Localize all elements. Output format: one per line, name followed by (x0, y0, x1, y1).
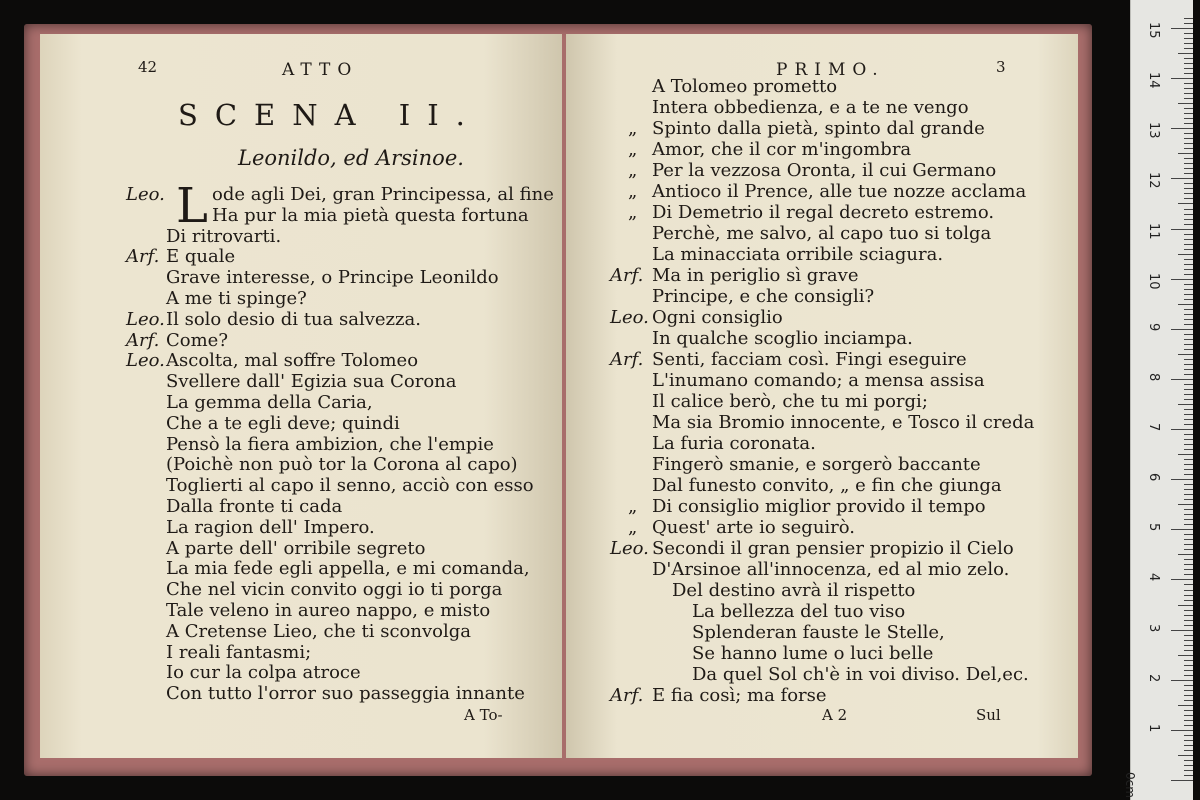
signature-mark: A 2 (822, 706, 848, 724)
verse-line: Ascolta, mal soffre Tolomeo (166, 350, 419, 372)
ruler-tick (1184, 640, 1193, 641)
ruler-tick (1184, 158, 1193, 159)
verse-line: La furia coronata. (652, 433, 816, 454)
ruler-tick (1184, 534, 1193, 535)
ruler-tick (1178, 304, 1193, 305)
ruler-tick (1178, 254, 1193, 255)
ruler-tick (1184, 740, 1193, 741)
verse-line: Come? (166, 329, 228, 351)
ruler-tick (1184, 720, 1193, 721)
ruler-tick (1171, 529, 1193, 530)
ruler-tick (1184, 284, 1193, 285)
verse-line: La gemma della Caria, (166, 392, 373, 413)
ruler-tick (1171, 178, 1193, 179)
ruler-tick (1184, 289, 1193, 290)
ruler-tick (1184, 499, 1193, 500)
ruler-number: 7 (1146, 423, 1161, 432)
verse-line: E fia così; ma forse (652, 685, 827, 706)
ruler-tick (1184, 539, 1193, 540)
ruler-tick (1184, 163, 1193, 164)
speaker-label: Arf. (126, 246, 160, 268)
verse-line: In qualche scoglio inciampa. (652, 328, 913, 349)
ruler-tick (1171, 429, 1193, 430)
ruler-tick (1184, 274, 1193, 275)
verse-line: Toglierti al capo il senno, acciò con esso (166, 475, 534, 497)
verse-line: Ha pur la mia pietà questa fortuna (212, 204, 529, 226)
ruler-tick (1184, 148, 1193, 149)
ruler-tick (1184, 620, 1193, 621)
speaker-label: Leo. (126, 184, 165, 205)
ruler-tick (1184, 239, 1193, 240)
ruler-tick (1184, 449, 1193, 450)
verse-line: Che nel vicin convito oggi io ti porga (166, 579, 503, 601)
ruler-tick (1171, 730, 1193, 731)
ruler-tick (1184, 610, 1193, 611)
drop-cap: L (176, 178, 208, 234)
ruler-tick (1184, 334, 1193, 335)
quotation-mark: „ (628, 118, 636, 139)
ruler-tick (1184, 48, 1193, 49)
ruler-tick (1184, 544, 1193, 545)
ruler-tick (1184, 574, 1193, 575)
ruler-tick (1184, 469, 1193, 470)
quotation-mark: „ (628, 181, 636, 202)
speaker-label: Arf. (610, 265, 644, 286)
speaker-label: Leo. (610, 538, 649, 559)
running-head-left: ATTO (282, 60, 359, 80)
ruler-tick (1184, 524, 1193, 525)
verse-line: Che a te egli deve; quindi (166, 412, 400, 434)
ruler-tick (1184, 760, 1193, 761)
verse-line: A Cretense Lieo, che ti sconvolga (166, 620, 472, 642)
verse-line: Da quel Sol ch'è in voi diviso. Del,ec. (692, 664, 1029, 685)
ruler-tick (1184, 564, 1193, 565)
ruler-tick (1184, 198, 1193, 199)
ruler-tick (1184, 93, 1193, 94)
ruler-tick (1184, 645, 1193, 646)
ruler-tick (1184, 489, 1193, 490)
ruler-tick (1184, 615, 1193, 616)
ruler-tick (1184, 264, 1193, 265)
verse-line: Di Demetrio il regal decreto estremo. (652, 202, 995, 223)
ruler-tick (1171, 479, 1193, 480)
verse-line: Perchè, me salvo, al capo tuo si tolga (652, 223, 992, 244)
verse-line: Quest' arte io seguirò. (652, 517, 856, 538)
quotation-mark: „ (628, 202, 636, 223)
ruler-tick (1184, 600, 1193, 601)
ruler-tick (1184, 374, 1193, 375)
verse-line: Io cur la colpa atroce (166, 662, 361, 684)
ruler-number: 3 (1146, 623, 1161, 632)
ruler-tick (1184, 590, 1193, 591)
ruler-tick (1184, 324, 1193, 325)
ruler-tick (1184, 364, 1193, 365)
left-page (40, 34, 562, 758)
ruler-tick (1184, 715, 1193, 716)
ruler-tick (1184, 509, 1193, 510)
ruler-tick (1184, 98, 1193, 99)
ruler-tick (1184, 519, 1193, 520)
ruler-tick (1178, 354, 1193, 355)
speaker-label: Arf. (610, 685, 644, 706)
ruler-number: 10 (1146, 272, 1161, 290)
ruler-tick (1184, 43, 1193, 44)
verse-line: (Poichè non può tor la Corona al capo) (166, 454, 518, 476)
ruler-tick (1184, 118, 1193, 119)
ruler-number: 13 (1146, 122, 1161, 139)
ruler-tick (1171, 78, 1193, 79)
ruler-number: 14 (1146, 72, 1161, 89)
ruler-tick (1184, 359, 1193, 360)
verse-line: Il solo desio di tua salvezza. (166, 308, 421, 330)
ruler-tick (1171, 680, 1193, 681)
speaker-label: Leo. (126, 308, 165, 330)
ruler-tick (1178, 103, 1193, 104)
ruler-tick (1184, 68, 1193, 69)
ruler-tick (1184, 249, 1193, 250)
ruler-tick (1184, 635, 1193, 636)
catchword-right: Sul (976, 706, 1001, 724)
ruler-tick (1184, 88, 1193, 89)
verse-line: Spinto dalla pietà, spinto dal grande (652, 118, 985, 139)
speaker-label: Leo. (126, 350, 165, 372)
verse-line: Il calice berò, che tu mi porgi; (652, 391, 928, 412)
ruler-tick (1184, 459, 1193, 460)
verse-line: Dalla fronte ti cada (166, 496, 343, 517)
verse-line: E quale (166, 246, 236, 268)
ruler-number: 9 (1146, 322, 1161, 332)
ruler-tick (1171, 630, 1193, 631)
ruler-tick (1184, 133, 1193, 134)
ruler-tick (1184, 58, 1193, 59)
ruler-number: 8 (1146, 372, 1161, 382)
ruler-tick (1178, 605, 1193, 606)
ruler-tick (1184, 559, 1193, 560)
page-number-right: 3 (996, 58, 1006, 76)
ruler-tick (1184, 660, 1193, 661)
verse-line: Secondi il gran pensier propizio il Cielo (652, 538, 1014, 559)
ruler-tick (1184, 735, 1193, 736)
ruler-tick (1184, 745, 1193, 746)
ruler-tick (1184, 494, 1193, 495)
ruler-tick (1171, 329, 1193, 330)
ruler-tick (1184, 173, 1193, 174)
ruler-number: 5 (1146, 523, 1161, 532)
ruler-tick (1171, 279, 1193, 280)
ruler-tick (1171, 229, 1193, 230)
verse-line: Ma sia Bromio innocente, e Tosco il creda (652, 412, 1035, 433)
ruler-tick (1178, 655, 1193, 656)
verse-line: I reali fantasmi; (166, 641, 312, 663)
ruler-tick (1178, 755, 1193, 756)
ruler-tick (1171, 28, 1193, 29)
ruler-tick (1184, 464, 1193, 465)
ruler-tick (1184, 193, 1193, 194)
verse-line: D'Arsinoe all'innocenza, ed al mio zelo. (652, 559, 1010, 580)
catchword-left: A To- (464, 706, 503, 724)
right-page (566, 34, 1078, 758)
speaker-label: Arf. (610, 349, 644, 370)
measuring-ruler (1123, 0, 1193, 800)
quotation-mark: „ (628, 517, 636, 538)
ruler-number: 4 (1146, 573, 1161, 582)
verse-line: Ogni consiglio (652, 307, 783, 328)
ruler-tick (1184, 384, 1193, 385)
ruler-tick (1184, 765, 1193, 766)
ruler-tick (1184, 595, 1193, 596)
ruler-tick (1184, 244, 1193, 245)
quotation-mark: „ (628, 160, 636, 181)
speaker-label: Arf. (126, 329, 160, 351)
page-number-left: 42 (138, 58, 158, 76)
speaker-label: Leo. (610, 307, 649, 328)
characters-line: Leonildo, ed Arsinoe. (238, 146, 464, 170)
verse-line: Fingerò smanie, e sorgerò baccante (652, 454, 981, 475)
ruler-tick (1184, 168, 1193, 169)
ruler-number: 6 (1146, 473, 1161, 482)
running-head-right: PRIMO. (776, 60, 885, 80)
ruler-tick (1184, 38, 1193, 39)
ruler-tick (1184, 625, 1193, 626)
verse-line: La minacciata orribile sciagura. (652, 244, 944, 265)
ruler-tick (1184, 399, 1193, 400)
ruler-tick (1184, 73, 1193, 74)
ruler-tick (1184, 685, 1193, 686)
verse-line: Svellere dall' Egizia sua Corona (166, 371, 457, 393)
ruler-tick (1184, 234, 1193, 235)
verse-line: La mia fede egli appella, e mi comanda, (166, 558, 530, 580)
ruler-tick (1184, 319, 1193, 320)
ruler-number: 12 (1146, 172, 1161, 189)
ruler-tick (1184, 389, 1193, 390)
verse-line: Tale veleno in aureo nappo, e misto (166, 600, 491, 621)
ruler-tick (1184, 143, 1193, 144)
ruler-tick (1184, 775, 1193, 776)
ruler-tick (1178, 554, 1193, 555)
ruler-tick (1184, 339, 1193, 340)
ruler-tick (1178, 454, 1193, 455)
ruler-tick (1184, 294, 1193, 295)
ruler-tick (1184, 314, 1193, 315)
ruler-tick (1184, 584, 1193, 585)
ruler-tick (1184, 710, 1193, 711)
ruler-tick (1184, 434, 1193, 435)
ruler-tick (1184, 33, 1193, 34)
ruler-tick (1184, 424, 1193, 425)
ruler-tick (1184, 224, 1193, 225)
ruler-tick (1184, 670, 1193, 671)
ruler-tick (1184, 23, 1193, 24)
ruler-tick (1184, 108, 1193, 109)
ruler-tick (1184, 394, 1193, 395)
ruler-tick (1184, 214, 1193, 215)
ruler-tick (1184, 650, 1193, 651)
ruler-tick (1171, 579, 1193, 580)
ruler-tick (1184, 123, 1193, 124)
ruler-number: 11 (1146, 222, 1161, 240)
ruler-tick (1184, 514, 1193, 515)
ruler-number: 2 (1146, 673, 1161, 683)
ruler-tick (1184, 414, 1193, 415)
ruler-tick (1184, 209, 1193, 210)
ruler-tick (1184, 770, 1193, 771)
ruler-tick (1184, 219, 1193, 220)
verse-line: Dal funesto convito, „ e fin che giunga (652, 475, 1002, 496)
ruler-tick (1178, 153, 1193, 154)
verse-line: A Tolomeo prometto (652, 76, 838, 97)
ruler-tick (1184, 484, 1193, 485)
quotation-mark: „ (628, 496, 636, 517)
ruler-tick (1184, 183, 1193, 184)
ruler-tick (1184, 474, 1193, 475)
verse-line: Con tutto l'orror suo passeggia innante (166, 683, 525, 705)
verse-line: Di consiglio miglior provido il tempo (652, 496, 986, 517)
ruler-tick (1184, 349, 1193, 350)
ruler-tick (1184, 665, 1193, 666)
ruler-tick (1184, 419, 1193, 420)
ruler-tick (1184, 690, 1193, 691)
ruler-tick (1184, 549, 1193, 550)
verse-line: Principe, e che consigli? (652, 286, 875, 307)
ruler-tick (1184, 569, 1193, 570)
ruler-tick (1184, 700, 1193, 701)
ruler-tick (1178, 203, 1193, 204)
verse-line: Antioco il Prence, alle tue nozze acclama (652, 181, 1027, 202)
scene-title: SCENA II. (178, 98, 482, 132)
verse-line: A me ti spinge? (166, 288, 307, 309)
verse-line: Splenderan fauste le Stelle, (692, 622, 945, 643)
verse-line: Se hanno lume o luci belle (692, 643, 934, 664)
ruler-tick (1184, 444, 1193, 445)
ruler-number: 1 (1146, 723, 1161, 733)
ruler-tick (1171, 379, 1193, 380)
ruler-tick (1184, 309, 1193, 310)
verse-line: Del destino avrà il rispetto (672, 580, 916, 601)
ruler-unit: 0cm (1123, 772, 1137, 798)
ruler-tick (1178, 53, 1193, 54)
verse-line: Per la vezzosa Oronta, il cui Germano (652, 160, 997, 181)
ruler-number: 15 (1146, 22, 1161, 39)
ruler-tick (1184, 113, 1193, 114)
ruler-tick (1178, 705, 1193, 706)
ruler-tick (1184, 750, 1193, 751)
ruler-tick (1184, 188, 1193, 189)
ruler-tick (1184, 675, 1193, 676)
ruler-tick (1184, 725, 1193, 726)
verse-line: Amor, che il cor m'ingombra (652, 139, 912, 160)
verse-line: L'inumano comando; a mensa assisa (652, 370, 985, 391)
verse-line: Pensò la fiera ambizion, che l'empie (166, 433, 494, 455)
ruler-tick (1184, 18, 1193, 19)
ruler-tick (1178, 404, 1193, 405)
ruler-tick (1184, 409, 1193, 410)
verse-line: Grave interesse, o Principe Leonildo (166, 267, 499, 289)
verse-line: La bellezza del tuo viso (692, 601, 906, 622)
ruler-tick (1184, 259, 1193, 260)
ruler-tick (1178, 504, 1193, 505)
verse-line: Di ritrovarti. (166, 225, 282, 247)
verse-line: Senti, facciam così. Fingi eseguire (652, 349, 967, 370)
verse-line: A parte dell' orribile segreto (166, 537, 426, 559)
verse-line: ode agli Dei, gran Principessa, al fine (212, 184, 554, 205)
ruler-tick (1184, 63, 1193, 64)
quotation-mark: „ (628, 139, 636, 160)
ruler-tick (1184, 299, 1193, 300)
ruler-tick (1171, 780, 1193, 781)
ruler-tick (1184, 439, 1193, 440)
ruler-tick (1184, 344, 1193, 345)
ruler-tick (1184, 695, 1193, 696)
verse-line: La ragion dell' Impero. (166, 516, 375, 538)
verse-line: Ma in periglio sì grave (652, 265, 859, 286)
ruler-tick (1184, 83, 1193, 84)
ruler-tick (1171, 128, 1193, 129)
verse-line: Intera obbedienza, e a te ne vengo (652, 97, 969, 118)
ruler-tick (1184, 369, 1193, 370)
ruler-tick (1184, 269, 1193, 270)
ruler-tick (1184, 138, 1193, 139)
